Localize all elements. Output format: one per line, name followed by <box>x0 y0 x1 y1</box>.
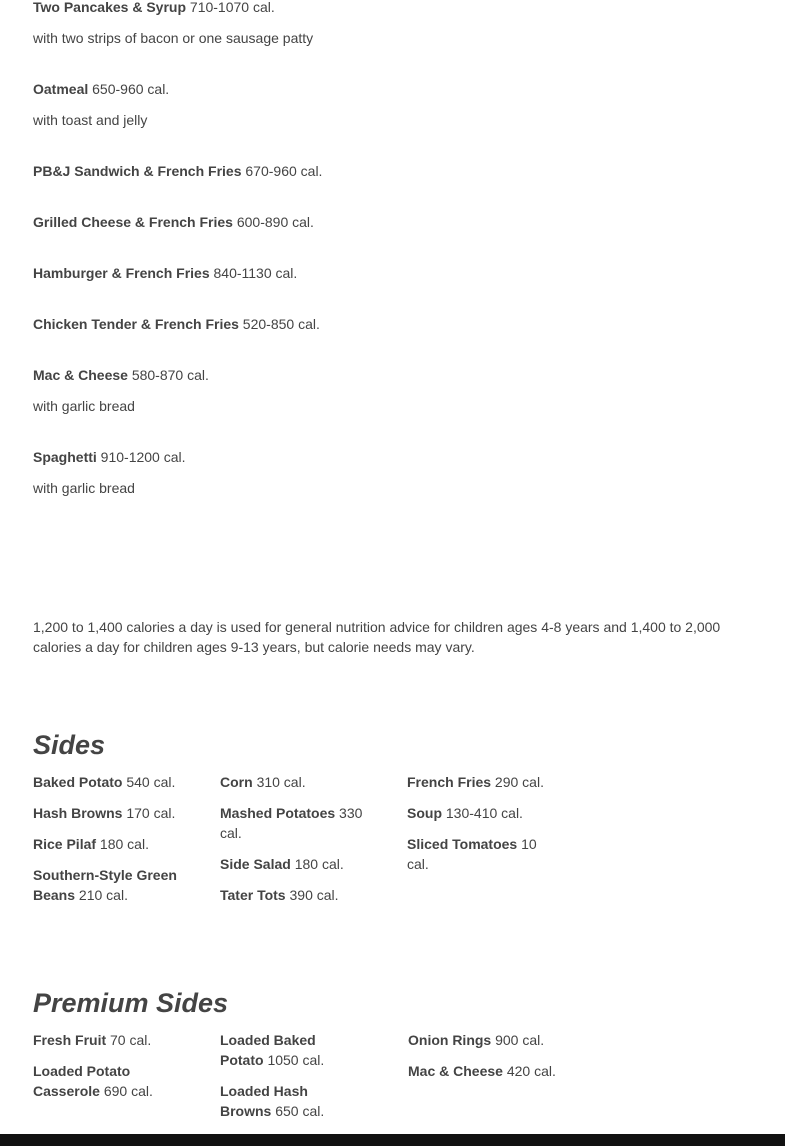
item-calories: 290 cal. <box>494 774 544 790</box>
menu-item <box>33 365 733 416</box>
item-calories: 70 cal. <box>110 1032 152 1048</box>
item-calories: 690 cal. <box>103 1083 153 1099</box>
nutrition-note: 1,200 to 1,400 calories a day is used for general nutrition advice for children ages 4-8 years and 1,400 to 2,000 calories a day for children ages 9-13 years, but calorie needs may vary. <box>33 619 721 655</box>
side-item <box>220 854 370 874</box>
item-name: Two Pancakes & Syrup <box>33 0 187 15</box>
item-name: Loaded Hash Browns <box>220 1083 308 1119</box>
item-name: Loaded Potato Casserole <box>33 1063 131 1099</box>
side-item <box>407 834 557 874</box>
item-name: Fresh Fruit <box>33 1032 107 1048</box>
side-item <box>407 772 557 792</box>
side-item <box>220 885 370 905</box>
item-calories: 10 cal. <box>407 836 537 872</box>
premium-side-item <box>220 1030 360 1070</box>
premium-side-item <box>408 1030 558 1050</box>
kids-menu-list <box>33 0 733 529</box>
side-item <box>220 803 370 843</box>
item-name: Southern-Style Green Beans <box>33 867 177 903</box>
menu-item <box>33 447 733 498</box>
premium-sides-column <box>33 1030 183 1132</box>
item-name: Side Salad <box>220 856 291 872</box>
item-calories: 840-1130 cal. <box>213 265 298 281</box>
item-description: with garlic bread <box>33 480 135 496</box>
item-name: Tater Tots <box>220 887 286 903</box>
item-calories: 170 cal. <box>126 805 176 821</box>
item-calories: 650-960 cal. <box>92 81 170 97</box>
premium-side-item <box>408 1061 558 1081</box>
item-name: Onion Rings <box>408 1032 492 1048</box>
menu-item <box>33 314 733 334</box>
item-description: with two strips of bacon or one sausage patty <box>33 30 314 46</box>
item-calories: 180 cal. <box>294 856 344 872</box>
item-calories: 420 cal. <box>506 1063 556 1079</box>
item-name: Spaghetti <box>33 449 97 465</box>
side-item <box>33 772 183 792</box>
premium-sides-heading: Premium Sides <box>33 988 229 1018</box>
item-name: Chicken Tender & French Fries <box>33 316 239 332</box>
side-item <box>220 772 370 792</box>
menu-item <box>33 212 733 232</box>
menu-item <box>33 263 733 283</box>
item-calories: 210 cal. <box>78 887 128 903</box>
item-name: Soup <box>407 805 442 821</box>
item-calories: 710-1070 cal. <box>189 0 275 15</box>
item-name: French Fries <box>407 774 492 790</box>
item-name: Rice Pilaf <box>33 836 97 852</box>
item-calories: 670-960 cal. <box>245 163 323 179</box>
item-name: Hamburger & French Fries <box>33 265 210 281</box>
side-item <box>407 803 557 823</box>
menu-item <box>33 161 733 181</box>
item-name: Loaded Baked Potato <box>220 1032 316 1068</box>
item-calories: 580-870 cal. <box>131 367 209 383</box>
premium-sides-column <box>220 1030 360 1132</box>
premium-sides-column <box>408 1030 558 1132</box>
item-description: with toast and jelly <box>33 112 148 128</box>
item-name: Mashed Potatoes <box>220 805 336 821</box>
item-calories: 180 cal. <box>99 836 149 852</box>
sides-column <box>220 772 370 916</box>
item-calories: 1050 cal. <box>267 1052 325 1068</box>
item-name: Baked Potato <box>33 774 123 790</box>
item-calories: 600-890 cal. <box>236 214 314 230</box>
item-name: Corn <box>220 774 253 790</box>
item-description: with garlic bread <box>33 398 135 414</box>
premium-side-item <box>220 1081 360 1121</box>
item-calories: 310 cal. <box>256 774 306 790</box>
item-name: Grilled Cheese & French Fries <box>33 214 233 230</box>
sides-grid <box>33 772 753 916</box>
item-name: Mac & Cheese <box>33 367 128 383</box>
premium-sides-grid <box>33 1030 753 1132</box>
item-calories: 540 cal. <box>126 774 176 790</box>
premium-side-item <box>33 1030 183 1050</box>
item-name: PB&J Sandwich & French Fries <box>33 163 242 179</box>
item-calories: 520-850 cal. <box>242 316 320 332</box>
footer-bar <box>0 1134 785 1146</box>
item-name: Sliced Tomatoes <box>407 836 518 852</box>
item-name: Mac & Cheese <box>408 1063 503 1079</box>
side-item <box>33 865 183 905</box>
item-calories: 390 cal. <box>289 887 339 903</box>
item-calories: 330 cal. <box>220 805 363 841</box>
premium-side-item <box>33 1061 183 1101</box>
sides-column <box>407 772 557 916</box>
item-calories: 130-410 cal. <box>445 805 523 821</box>
item-name: Hash Browns <box>33 805 123 821</box>
item-calories: 910-1200 cal. <box>100 449 186 465</box>
menu-item <box>33 0 733 48</box>
item-name: Oatmeal <box>33 81 89 97</box>
item-calories: 650 cal. <box>275 1103 325 1119</box>
menu-item <box>33 79 733 130</box>
sides-column <box>33 772 183 916</box>
sides-heading: Sides <box>33 730 106 760</box>
side-item <box>33 803 183 823</box>
side-item <box>33 834 183 854</box>
item-calories: 900 cal. <box>495 1032 545 1048</box>
